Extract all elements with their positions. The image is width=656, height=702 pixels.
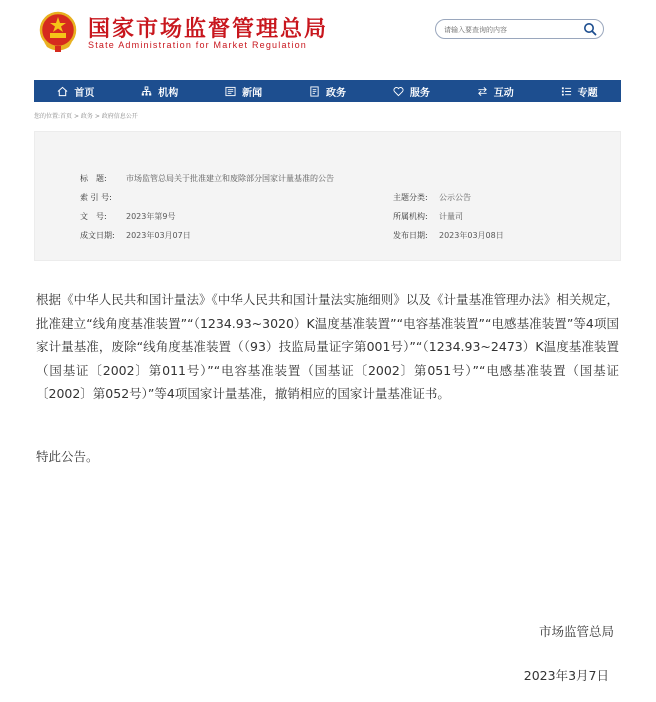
signature-date: 2023年3月7日 xyxy=(523,668,609,683)
breadcrumb xyxy=(34,111,138,120)
meta-docno-label: 文 号: xyxy=(80,212,107,221)
meta-category-row xyxy=(393,192,471,203)
signature-organization: 市场监管总局 xyxy=(538,624,614,639)
meta-org-row xyxy=(393,211,463,222)
breadcrumb-separator: > xyxy=(72,113,81,120)
meta-category-label: 主题分类: xyxy=(393,193,428,202)
nav-item-topics[interactable] xyxy=(537,80,621,102)
meta-org-label: 所属机构: xyxy=(393,212,428,221)
site-title[interactable]: 国家市场监督管理总局 xyxy=(88,17,329,42)
breadcrumb-item-disclosure[interactable]: 政府信息公开 xyxy=(101,113,138,120)
article-body xyxy=(36,288,619,406)
nav-item-service[interactable] xyxy=(369,80,453,102)
nav-label: 专题 xyxy=(577,87,598,99)
article-paragraph: 根据《中华人民共和国计量法》《中华人民共和国计量法实施细则》以及《计量基准管理办法》相关规定，批准建立“线角度基准装置”“（1234.93~3020）K温度基准装置”“电容基准装置”“电感基准装置”等4项国家计量基准，废除“线角度基准装置（（93）技监局量证字第001号）”“（1234.93~2473）K温度基准装置（国基证〔2002〕第011号）”“电容基准装置（国基证〔2002〕第051号）”“电感基准装置（国基证〔2002〕第052号）”等4项国家计量基准，撤销相应的国家计量基准证书。 xyxy=(36,292,619,401)
nav-label: 互动 xyxy=(493,87,514,99)
meta-index-label: 索 引 号: xyxy=(80,193,112,202)
meta-docno-row xyxy=(80,211,175,222)
heart-icon xyxy=(393,86,404,97)
home-icon xyxy=(57,86,68,97)
article-closing: 特此公告。 xyxy=(36,449,99,464)
site-subtitle: State Administration for Market Regulation xyxy=(88,40,307,50)
national-emblem-icon[interactable] xyxy=(36,10,80,54)
meta-published-row xyxy=(393,230,504,241)
nav-item-affairs[interactable] xyxy=(286,80,370,102)
meta-title-value: 市场监管总局关于批准建立和废除部分国家计量基准的公告 xyxy=(126,174,334,183)
nav-label: 机构 xyxy=(158,87,179,99)
newspaper-icon xyxy=(225,86,236,97)
meta-docno-value: 2023年第9号 xyxy=(126,212,176,221)
search-box xyxy=(435,19,604,39)
breadcrumb-separator: > xyxy=(92,113,102,120)
breadcrumb-item-affairs[interactable]: 政务 xyxy=(80,113,93,120)
search-icon[interactable] xyxy=(583,22,597,36)
meta-created-label: 成文日期: xyxy=(80,231,115,240)
breadcrumb-item-home[interactable]: 首页 xyxy=(60,113,73,120)
nav-item-home[interactable] xyxy=(34,80,118,102)
meta-published-label: 发布日期: xyxy=(393,231,428,240)
search-input[interactable] xyxy=(444,22,582,37)
meta-created-row xyxy=(80,230,191,241)
nav-item-news[interactable] xyxy=(202,80,286,102)
main-nav xyxy=(34,80,621,102)
meta-published-value: 2023年03月08日 xyxy=(439,231,504,240)
nav-item-interaction[interactable] xyxy=(453,80,537,102)
nav-label: 新闻 xyxy=(242,87,263,99)
org-chart-icon xyxy=(141,86,152,97)
meta-title-label: 标 题: xyxy=(80,174,107,183)
nav-label: 服务 xyxy=(409,87,430,99)
meta-org-value: 计量司 xyxy=(439,212,463,221)
list-icon xyxy=(561,86,572,97)
document-meta-box xyxy=(34,131,621,261)
meta-category-value: 公示公告 xyxy=(439,193,471,202)
breadcrumb-prefix: 您的位置: xyxy=(34,113,61,120)
swap-arrows-icon xyxy=(477,86,488,97)
meta-title-row xyxy=(80,173,334,184)
site-header xyxy=(0,0,656,75)
meta-created-value: 2023年03月07日 xyxy=(126,231,191,240)
nav-label: 政务 xyxy=(326,87,346,99)
nav-label: 首页 xyxy=(74,87,95,99)
meta-index-row xyxy=(80,192,126,203)
document-icon xyxy=(309,86,320,97)
nav-item-org[interactable] xyxy=(118,80,202,102)
